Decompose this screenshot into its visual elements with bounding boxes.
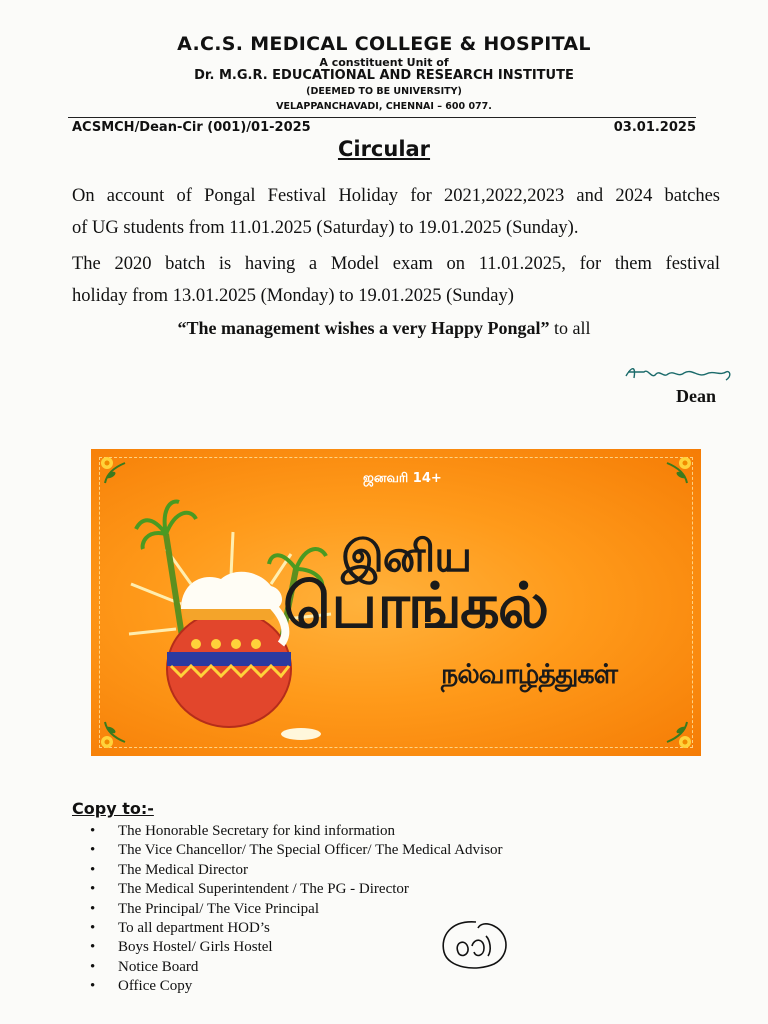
- list-item: • The Medical Superintendent / The PG - Director: [86, 880, 503, 899]
- list-item: • The Principal/ The Vice Principal: [86, 900, 503, 919]
- reference-date: 03.01.2025: [613, 120, 696, 135]
- signatory-title: Dean: [676, 386, 716, 406]
- body-line-3: The 2020 batch is having a Model exam on 11.01.2025, for them festival: [72, 254, 720, 274]
- wishes-line: [0, 318, 768, 339]
- body-line-1: On account of Pongal Festival Holiday for 2021,2022,2023 and 2024 batches: [72, 186, 720, 206]
- list-item: • The Honorable Secretary for kind information: [86, 822, 503, 841]
- list-item: • Notice Board: [86, 958, 503, 977]
- banner-title-line3: நல்வாழ்த்துகள்: [441, 659, 618, 690]
- address: VELAPPANCHAVADI, CHENNAI – 600 077.: [276, 101, 492, 112]
- deemed-university: (DEEMED TO BE UNIVERSITY): [306, 86, 462, 97]
- initials-signature: [436, 916, 516, 974]
- banner-title-line1: இனிய: [341, 531, 472, 582]
- list-item: • Office Copy: [86, 977, 503, 996]
- reference-number: ACSMCH/Dean-Cir (001)/01-2025: [72, 120, 311, 135]
- body-line-2: of UG students from 11.01.2025 (Saturday) to 19.01.2025 (Sunday).: [72, 218, 579, 238]
- flower-corner-icon: [97, 453, 131, 487]
- list-item: • To all department HOD’s: [86, 919, 503, 938]
- copy-to-heading: Copy to:-: [72, 799, 154, 818]
- header-divider: [68, 117, 696, 118]
- flower-corner-icon: [661, 718, 695, 752]
- flower-corner-icon: [661, 453, 695, 487]
- page-title: Circular: [337, 137, 431, 161]
- constituent-line: A constituent Unit of: [319, 56, 449, 69]
- parent-institute: Dr. M.G.R. EDUCATIONAL AND RESEARCH INSTITUTE: [194, 68, 574, 83]
- pongal-banner: [91, 449, 701, 756]
- body-line-4: holiday from 13.01.2025 (Monday) to 19.01.2025 (Sunday): [72, 286, 514, 306]
- banner-title-line2: பொங்கல்: [283, 569, 548, 642]
- list-item: • The Vice Chancellor/ The Special Officer/ The Medical Advisor: [86, 841, 503, 860]
- list-item: • Boys Hostel/ Girls Hostel: [86, 938, 503, 957]
- banner-date: ஜனவரி 14+: [363, 471, 442, 486]
- institution-name: A.C.S. MEDICAL COLLEGE & HOSPITAL: [177, 33, 591, 55]
- wishes-tail: to all: [549, 318, 591, 338]
- dean-signature: [622, 358, 737, 388]
- wishes-quote: “The management wishes a very Happy Pongal”: [177, 318, 550, 338]
- list-item: • The Medical Director: [86, 861, 503, 880]
